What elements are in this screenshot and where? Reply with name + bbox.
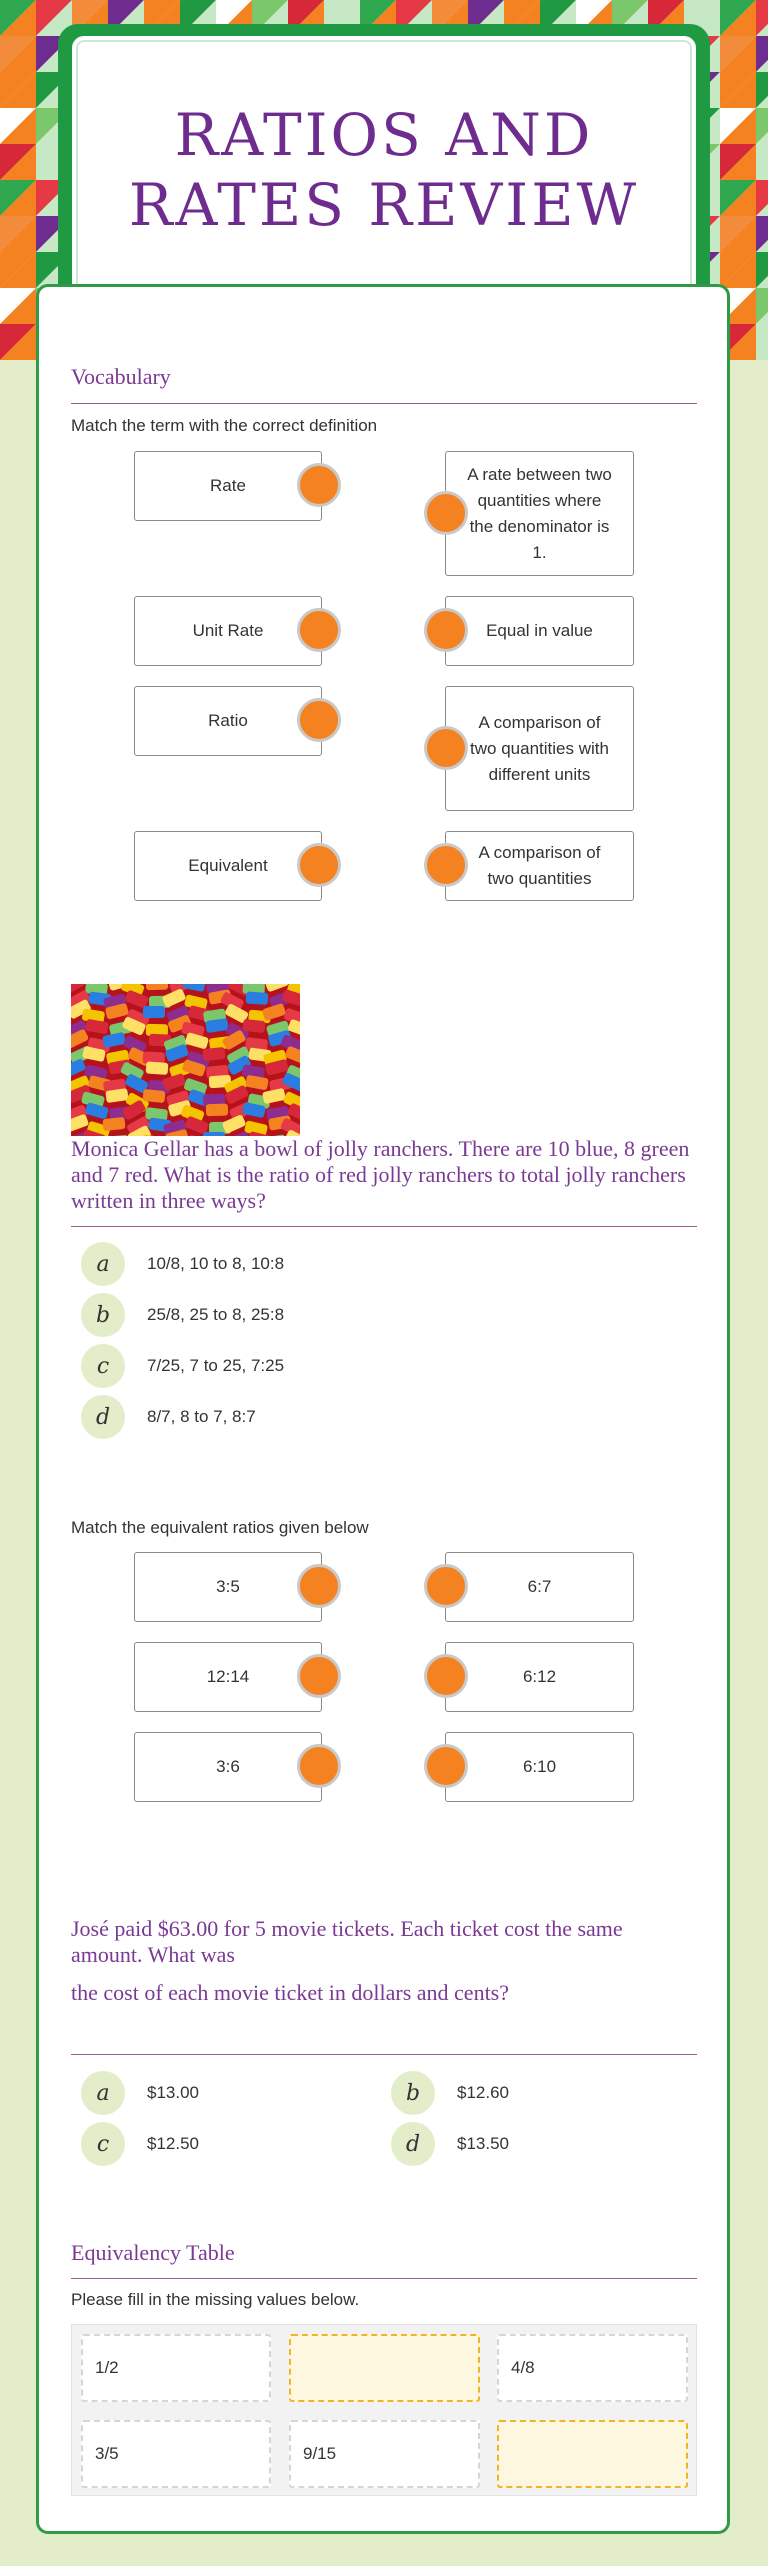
table-input-r1c2[interactable]	[289, 2334, 480, 2402]
option-d-badge[interactable]: d	[81, 1395, 125, 1439]
ratio-right-3-connector[interactable]	[424, 1744, 468, 1788]
ratio-left-3-connector[interactable]	[297, 1744, 341, 1788]
term-unit-rate-connector[interactable]	[297, 608, 341, 652]
option-a-badge[interactable]: a	[81, 1242, 125, 1286]
question-1-text: Monica Gellar has a bowl of jolly ranchers. There are 10 blue, 8 green and 7 red. What is the ratio of red jolly ranchers to total jolly ranchers written in three ways?	[71, 1136, 690, 1213]
definition-2[interactable]: Equal in value	[445, 596, 634, 666]
definition-2-connector[interactable]	[424, 608, 468, 652]
term-ratio-connector[interactable]	[297, 698, 341, 742]
q2-option-d-badge[interactable]: d	[391, 2122, 435, 2166]
definition-3-connector[interactable]	[424, 726, 468, 770]
jolly-ranchers-photo	[71, 984, 300, 1136]
ratio-right-1-connector[interactable]	[424, 1564, 468, 1608]
table-cell-r2c1: 3/5	[81, 2420, 271, 2488]
definition-4-connector[interactable]	[424, 843, 468, 887]
ratio-left-1[interactable]: 3:5	[134, 1552, 322, 1622]
definition-1-connector[interactable]	[424, 491, 468, 535]
page-title	[72, 100, 696, 240]
equivalency-divider	[71, 2278, 697, 2279]
ratio-right-2-connector[interactable]	[424, 1654, 468, 1698]
ratio-right-2[interactable]: 6:12	[445, 1642, 634, 1712]
q2-option-c-text[interactable]: $12.50	[147, 2134, 199, 2153]
option-a-text[interactable]: 10/8, 10 to 8, 10:8	[147, 1254, 285, 1273]
ratio-left-2-connector[interactable]	[297, 1654, 341, 1698]
q2-option-c-badge[interactable]: c	[81, 2122, 125, 2166]
term-rate-connector[interactable]	[297, 463, 341, 507]
table-cell-r2c2: 9/15	[289, 2420, 480, 2488]
option-d-text[interactable]: 8/7, 8 to 7, 8:7	[147, 1407, 256, 1426]
option-b-text[interactable]: 25/8, 25 to 8, 25:8	[147, 1305, 285, 1324]
term-rate[interactable]: Rate	[134, 451, 322, 521]
q2-option-a-badge[interactable]: a	[81, 2071, 125, 2115]
table-input-r2c3[interactable]	[497, 2420, 688, 2488]
q2-option-a-text[interactable]: $13.00	[147, 2083, 199, 2102]
ratio-right-1[interactable]: 6:7	[445, 1552, 634, 1622]
vocabulary-instruction: Match the term with the correct definition	[71, 416, 378, 435]
ratio-right-3[interactable]: 6:10	[445, 1732, 634, 1802]
q2-option-b-badge[interactable]: b	[391, 2071, 435, 2115]
ratio-left-3[interactable]: 3:6	[134, 1732, 322, 1802]
question-2-line-1: José paid $63.00 for 5 movie tickets. Each ticket cost the same amount. What was	[71, 1916, 623, 1967]
table-cell-r1c1: 1/2	[81, 2334, 271, 2402]
ratios-instruction: Match the equivalent ratios given below	[71, 1518, 369, 1537]
definition-3[interactable]: A comparison of two quantities with different units	[445, 686, 634, 811]
ratio-left-2[interactable]: 12:14	[134, 1642, 322, 1712]
definition-1[interactable]: A rate between two quantities where the denominator is 1.	[445, 451, 634, 576]
question-2-divider	[71, 2054, 697, 2055]
option-b-badge[interactable]: b	[81, 1293, 125, 1337]
equivalency-heading: Equivalency Table	[71, 2240, 235, 2265]
vocabulary-heading: Vocabulary	[71, 364, 171, 389]
question-2-line-2: the cost of each movie ticket in dollars and cents?	[71, 1980, 510, 2005]
term-equivalent-connector[interactable]	[297, 843, 341, 887]
term-ratio[interactable]: Ratio	[134, 686, 322, 756]
q2-option-b-text[interactable]: $12.60	[457, 2083, 509, 2102]
equivalency-table	[71, 2324, 697, 2496]
option-c-badge[interactable]: c	[81, 1344, 125, 1388]
term-unit-rate[interactable]: Unit Rate	[134, 596, 322, 666]
vocabulary-divider	[71, 403, 697, 404]
table-cell-r1c3: 4/8	[497, 2334, 688, 2402]
equivalency-instruction: Please fill in the missing values below.	[71, 2290, 360, 2309]
question-1-divider	[71, 1226, 697, 1227]
term-equivalent[interactable]: Equivalent	[134, 831, 322, 901]
title-line-1: RATIOS AND	[174, 101, 594, 169]
ratio-left-1-connector[interactable]	[297, 1564, 341, 1608]
q2-option-d-text[interactable]: $13.50	[457, 2134, 509, 2153]
definition-4[interactable]: A comparison of two quantities	[445, 831, 634, 901]
option-c-text[interactable]: 7/25, 7 to 25, 7:25	[147, 1356, 285, 1375]
title-line-2: RATES REVIEW	[128, 171, 640, 239]
